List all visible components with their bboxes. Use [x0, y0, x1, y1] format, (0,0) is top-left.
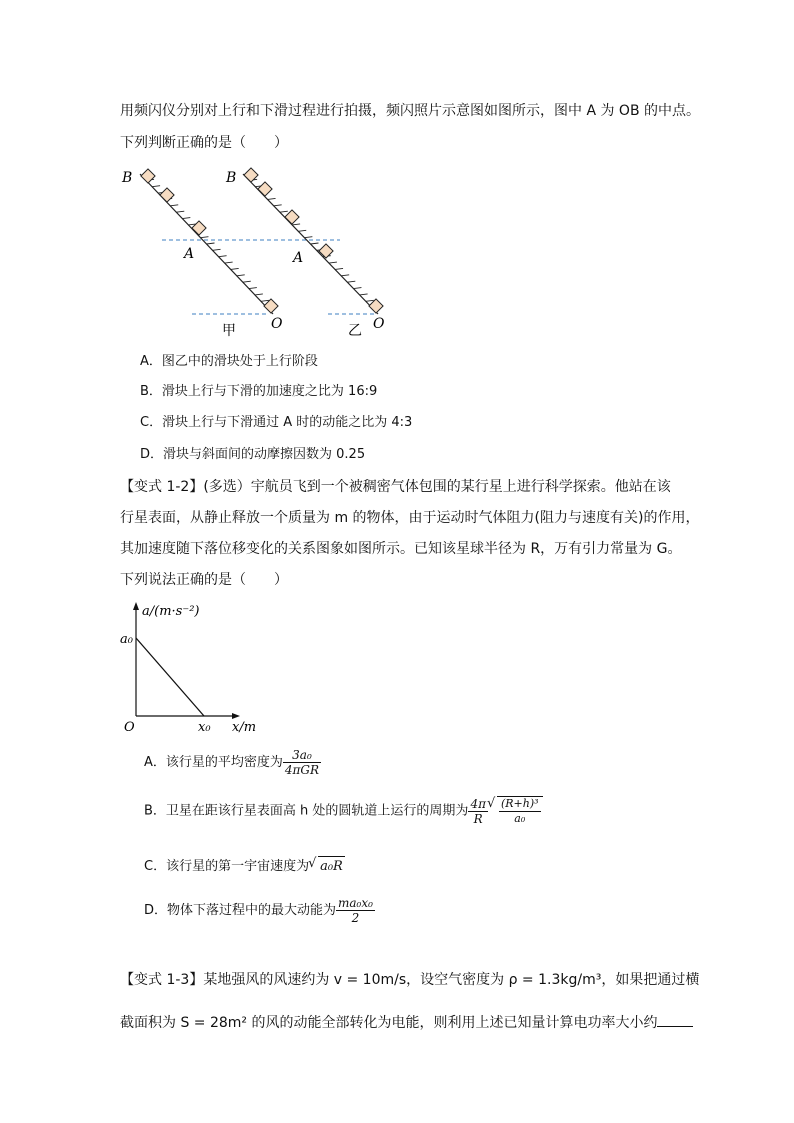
- max-kinetic-energy-fraction: [336, 896, 375, 925]
- hatch-mark: [237, 275, 245, 276]
- q2-line-2: 行星表面，从静止释放一个质量为 m 的物体，由于运动时气体阻力(阻力与速度有关)的作用，: [120, 510, 700, 526]
- label-B-right: B: [226, 170, 237, 186]
- q2-line-3: 其加速度随下落位移变化的关系图象如图所示。已知该星球半径为 R，万有引力常量为 G。: [120, 541, 682, 557]
- density-numerator: 3a₀: [283, 748, 321, 763]
- q2-option-d: [144, 896, 375, 925]
- incline-figure: [110, 162, 400, 342]
- q1-stem-line-1: 用频闪仪分别对上行和下滑过程进行拍摄，频闪照片示意图如图所示，图中 A 为 OB 的中点。: [120, 103, 700, 119]
- q2-line-4: 下列说法正确的是（ ）: [120, 572, 288, 588]
- hatch-mark: [298, 230, 306, 231]
- q1-option-d: D．滑块与斜面间的动摩擦因数为 0.25: [140, 447, 366, 462]
- density-denominator: 4πGR: [284, 763, 320, 777]
- hatch-mark: [152, 186, 160, 187]
- q3-line-1: 【变式 1-3】某地强风的风速约为 v = 10m/s，设空气密度为 ρ = 1.3kg/m³，如果把通过横: [120, 972, 700, 988]
- q1-option-a: A．图乙中的滑块处于上行阶段: [140, 354, 318, 369]
- origin-label: O: [124, 720, 135, 735]
- period-coef-denominator: R: [473, 811, 483, 826]
- q1-option-c: C．滑块上行与下滑通过 A 时的动能之比为 4:3: [140, 415, 413, 430]
- hatch-mark: [347, 281, 355, 282]
- x-axis-label: x/m: [232, 720, 257, 735]
- q2-option-b: [144, 796, 543, 826]
- hatch-mark: [243, 281, 251, 282]
- q3-line-2-wrap: [120, 1012, 693, 1033]
- hatch-mark: [341, 275, 349, 276]
- hatch-mark: [182, 218, 190, 219]
- hatch-mark: [249, 288, 257, 289]
- hatch-mark: [170, 205, 178, 206]
- label-O-left: O: [271, 316, 283, 332]
- period-root-denominator: a₀: [514, 812, 526, 825]
- hatch-mark: [225, 262, 233, 263]
- q1-stem-line-2: 下列判断正确的是（ ）: [120, 135, 288, 151]
- period-coef-numerator: 4π: [470, 796, 486, 811]
- period-root: [497, 796, 543, 826]
- label-A-right: A: [293, 250, 304, 266]
- hatch-mark: [261, 300, 269, 301]
- hatch-mark: [329, 262, 337, 263]
- hatch-mark: [360, 294, 368, 295]
- y-axis-label: a/(m·s⁻²): [142, 604, 200, 619]
- hatch-mark: [213, 249, 221, 250]
- hatch-mark: [231, 268, 239, 269]
- period-coefficient: [468, 797, 488, 826]
- incline-right: [243, 168, 383, 314]
- hatch-mark: [274, 205, 282, 206]
- density-fraction: [283, 748, 321, 777]
- x-tick-x0: x₀: [198, 720, 211, 735]
- period-root-numerator: √ (R+h)³: [500, 797, 539, 810]
- graph-line: [136, 638, 204, 716]
- y-tick-a0: a₀: [120, 632, 133, 647]
- x-axis-arrow: [232, 713, 240, 719]
- hatch-mark: [311, 243, 319, 244]
- q3-line-2: 截面积为 S = 28m² 的风的动能全部转化为电能，则利用上述已知量计算电功率大小约: [120, 1015, 658, 1031]
- max-ke-denominator: 2: [351, 911, 360, 925]
- hatch-mark: [268, 198, 276, 199]
- q2-option-b-text: B．卫星在距该行星表面高 h 处的圆轨道上运行的周期为: [144, 803, 469, 819]
- q2-option-a: [144, 748, 321, 777]
- answer-blank[interactable]: [657, 1012, 693, 1027]
- caption-yi: 乙: [348, 323, 362, 339]
- hatch-mark: [353, 288, 361, 289]
- q2-option-d-text: D．物体下落过程中的最大动能为: [144, 903, 337, 918]
- hatch-mark: [176, 211, 184, 212]
- hatch-mark: [280, 211, 288, 212]
- max-ke-numerator: ma₀x₀: [338, 896, 373, 910]
- hatch-mark: [255, 294, 263, 295]
- q2-option-c: [144, 856, 345, 877]
- label-O-right: O: [373, 316, 385, 332]
- hatch-mark: [304, 237, 312, 238]
- acceleration-graph: [118, 600, 278, 735]
- incline-left: [140, 169, 278, 314]
- q2-line-1: 【变式 1-2】(多选）宇航员飞到一个被稠密气体包围的某行星上进行科学探索。他站在该: [120, 479, 671, 495]
- label-B-left: B: [122, 170, 133, 186]
- hatch-mark: [366, 300, 374, 301]
- q2-option-a-text: A．该行星的平均密度为: [144, 755, 283, 770]
- hatch-mark: [207, 243, 215, 244]
- q1-option-b: B．滑块上行与下滑的加速度之比为 16:9: [140, 384, 378, 399]
- label-A-left: A: [184, 246, 195, 262]
- y-axis-arrow: [133, 602, 139, 610]
- q2-option-c-text: C．该行星的第一宇宙速度为: [144, 859, 310, 874]
- first-cosmic-velocity-root: √ a₀R: [318, 856, 345, 877]
- caption-jia: 甲: [222, 323, 236, 339]
- hatch-mark: [219, 256, 227, 257]
- hatch-mark: [292, 224, 300, 225]
- hatch-mark: [335, 268, 343, 269]
- hatch-mark: [200, 237, 208, 238]
